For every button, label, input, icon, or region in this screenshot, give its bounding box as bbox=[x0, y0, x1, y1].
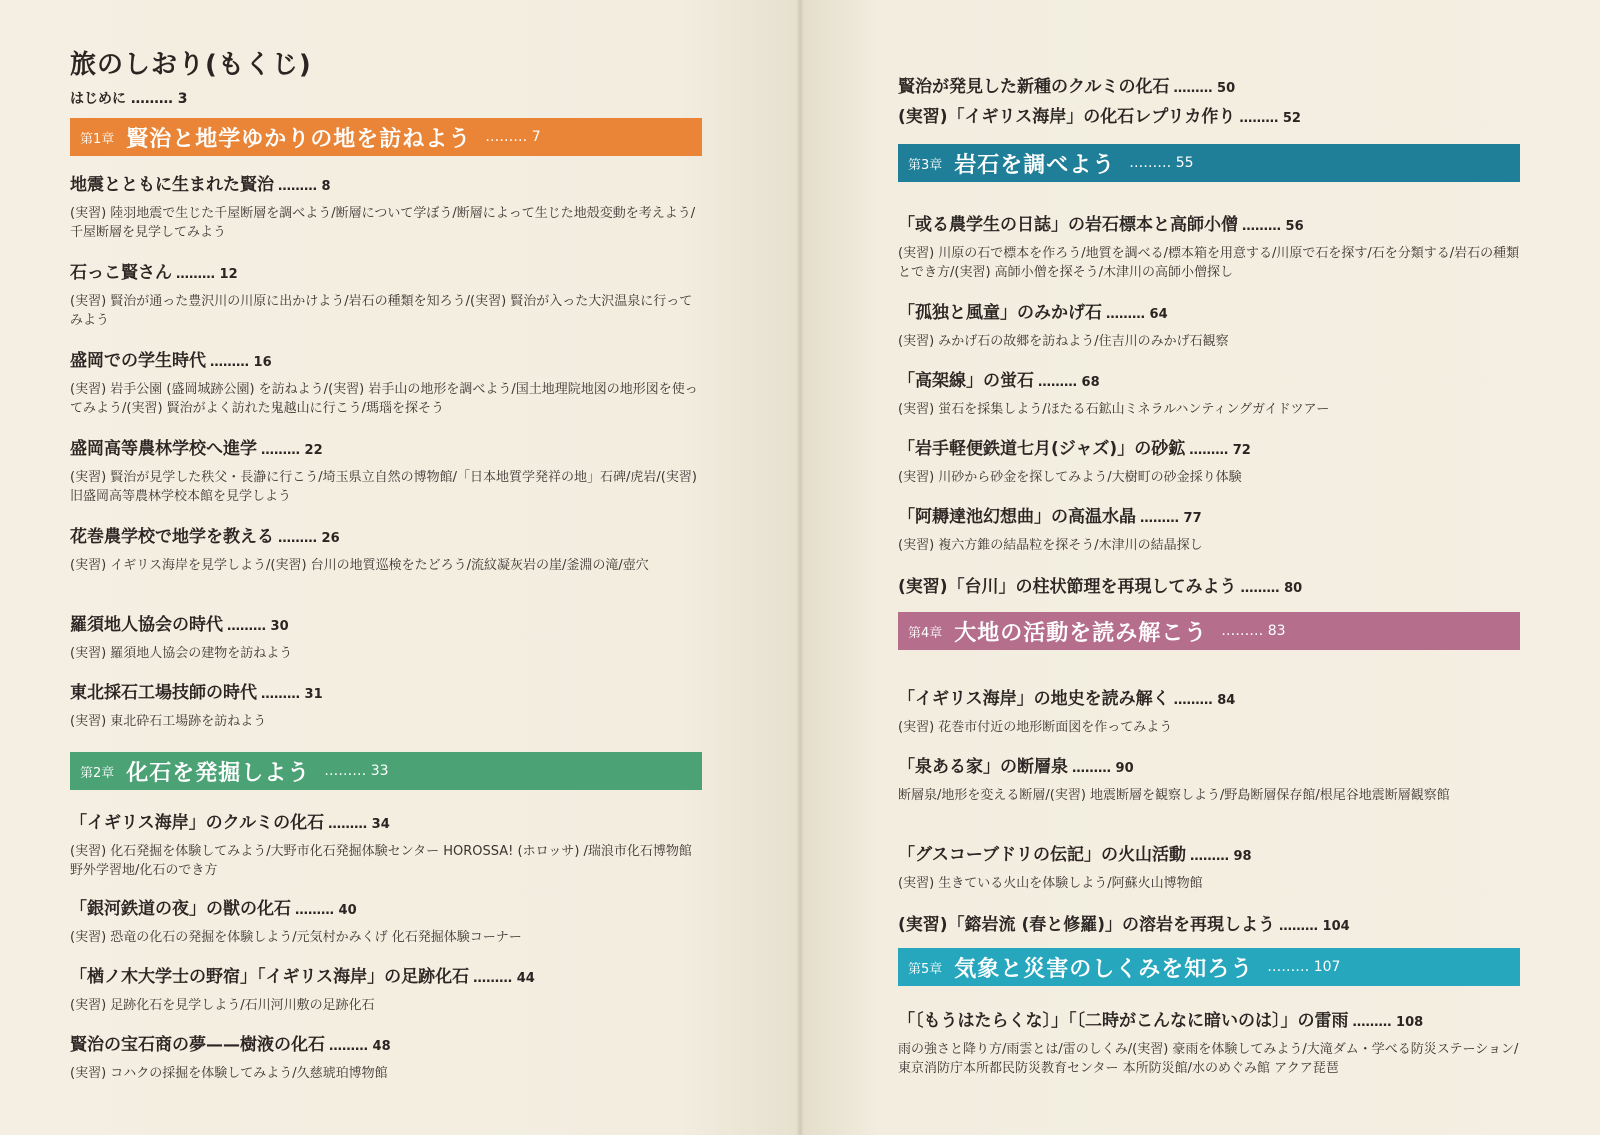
toc-title: 旅のしおり(もくじ) bbox=[70, 50, 312, 80]
chapter-title: 化石を発掘しよう bbox=[126, 760, 311, 786]
entry-title: 花巻農学校で地学を教える bbox=[70, 527, 274, 547]
entry-title: 「イギリス海岸」の地史を読み解く bbox=[898, 689, 1170, 709]
entry-page: ……… 80 bbox=[1240, 581, 1303, 596]
entry-subtopics: (実習) 川砂から砂金を探してみよう/大樹町の砂金採り体験 bbox=[898, 470, 1242, 485]
intro-entry[interactable] bbox=[70, 88, 188, 108]
entry-title: 「イギリス海岸」のクルミの化石 bbox=[70, 813, 325, 833]
entry-subtopics: (実習) みかげ石の故郷を訪ねよう/住吉川のみかげ石観察 bbox=[898, 334, 1229, 349]
entry-title: (実習)「台川」の柱状節理を再現してみよう bbox=[898, 577, 1237, 597]
entry-subtopics: 断層泉/地形を変える断層/(実習) 地震断層を観察しよう/野島断層保存館/根尾谷地震断層観察館 bbox=[898, 788, 1450, 803]
toc-entry[interactable] bbox=[70, 438, 700, 506]
entry-subtopics: (実習) 岩手公園 (盛岡城跡公園) を訪ねよう/(実習) 岩手山の地形を調べよう/国土地理院地図の地形図を使ってみよう/(実習) 賢治がよく訪れた鬼越山に行こう/瑪瑙を探そう bbox=[70, 382, 698, 416]
entry-subtopics: (実習) イギリス海岸を見学しよう/(実習) 台川の地質巡検をたどろう/流紋凝灰岩の崖/釜淵の滝/壺穴 bbox=[70, 558, 649, 573]
entry-subtopics: (実習) 化石発掘を体験してみよう/大野市化石発掘体験センター HOROSSA! (ホロッサ) /瑞浪市化石博物館野外学習地/化石のでき方 bbox=[70, 844, 692, 878]
entry-title: (実習)「イギリス海岸」の化石レプリカ作り bbox=[898, 107, 1236, 127]
entry-page: ……… 26 bbox=[278, 531, 340, 546]
chapter-title: 賢治と地学ゆかりの地を訪ねよう bbox=[126, 126, 472, 152]
entry-subtopics: (実習) 賢治が見学した秩父・長瀞に行こう/埼玉県立自然の博物館/「日本地質学発祥の地」石碑/虎岩/(実習) 旧盛岡高等農林学校本館を見学しよう bbox=[70, 470, 697, 504]
chapter-bar[interactable] bbox=[70, 118, 702, 156]
entry-subtopics: 雨の強さと降り方/雨雲とは/雷のしくみ/(実習) 豪雨を体験してみよう/大滝ダム・学べる防災ステーション/東京消防庁本所都民防災教育センター 本所防災館/水のめぐみ館 アクア琵琶 bbox=[898, 1042, 1519, 1076]
toc-entry[interactable] bbox=[70, 526, 700, 575]
entry-page: ……… 8 bbox=[278, 179, 331, 194]
entry-page: ……… 31 bbox=[261, 687, 323, 702]
entry-title: 「阿耨達池幻想曲」の高温水晶 bbox=[898, 507, 1136, 527]
chapter-number: 第5章 bbox=[908, 961, 943, 977]
entry-page: ……… 30 bbox=[227, 619, 289, 634]
entry-page: ……… 90 bbox=[1072, 761, 1134, 776]
toc-entry[interactable] bbox=[70, 174, 700, 242]
entry-subtopics: (実習) 羅須地人協会の建物を訪ねよう bbox=[70, 646, 293, 661]
entry-title: 盛岡高等農林学校へ進学 bbox=[70, 439, 257, 459]
toc-entry[interactable] bbox=[898, 302, 1528, 351]
toc-entry[interactable] bbox=[70, 966, 700, 1015]
chapter-number: 第3章 bbox=[908, 157, 943, 173]
entry-subtopics: (実習) コハクの採掘を体験してみよう/久慈琥珀博物館 bbox=[70, 1066, 388, 1081]
entry-title: 「或る農学生の日誌」の岩石標本と高師小僧 bbox=[898, 215, 1238, 235]
entry-title: 賢治の宝石商の夢——樹液の化石 bbox=[70, 1035, 325, 1055]
entry-title: (実習)「鎔岩流 (春と修羅)」の溶岩を再現しよう bbox=[898, 915, 1275, 935]
chapter-number: 第2章 bbox=[80, 765, 115, 781]
entry-page: ……… 22 bbox=[261, 443, 323, 458]
intro-title: はじめに bbox=[70, 91, 126, 107]
entry-subtopics: (実習) 恐竜の化石の発掘を体験しよう/元気村かみくげ 化石発掘体験コーナー bbox=[70, 930, 522, 945]
entry-subtopics: (実習) 賢治が通った豊沢川の川原に出かけよう/岩石の種類を知ろう/(実習) 賢治が入った大沢温泉に行ってみよう bbox=[70, 294, 693, 328]
entry-subtopics: (実習) 蛍石を採集しよう/ほたる石鉱山ミネラルハンティングガイドツアー bbox=[898, 402, 1330, 417]
entry-page: ……… 64 bbox=[1106, 307, 1168, 322]
chapter-bar[interactable] bbox=[898, 144, 1520, 182]
chapter-page: ……… 83 bbox=[1221, 623, 1286, 639]
entry-page: ……… 108 bbox=[1352, 1015, 1424, 1030]
entry-page: ……… 104 bbox=[1279, 919, 1350, 934]
entry-subtopics: (実習) 複六方錐の結晶粒を探そう/木津川の結晶探し bbox=[898, 538, 1203, 553]
chapter-bar[interactable] bbox=[898, 612, 1520, 650]
chapter-title: 気象と災害のしくみを知ろう bbox=[954, 956, 1254, 982]
entry-title: 東北採石工場技師の時代 bbox=[70, 683, 257, 703]
entry-page: ……… 16 bbox=[210, 355, 272, 370]
toc-entry[interactable] bbox=[898, 438, 1528, 487]
entry-title: 石っこ賢さん bbox=[70, 263, 172, 283]
toc-entry[interactable] bbox=[70, 350, 700, 418]
entry-subtopics: (実習) 花巻市付近の地形断面図を作ってみよう bbox=[898, 720, 1173, 735]
toc-entry[interactable] bbox=[898, 1010, 1528, 1078]
intro-page: ……… 3 bbox=[130, 91, 188, 107]
chapter-page: ……… 7 bbox=[485, 129, 541, 145]
chapter-page: ……… 107 bbox=[1267, 959, 1341, 975]
page-gutter bbox=[796, 0, 804, 1135]
entry-title: 「〔もうはたらくな〕」「〔二時がこんなに暗いのは〕」の雷雨 bbox=[898, 1011, 1349, 1031]
chapter-number: 第4章 bbox=[908, 625, 943, 641]
entry-subtopics: (実習) 陸羽地震で生じた千屋断層を調べよう/断層について学ぼう/断層によって生じた地殻変動を考えよう/千屋断層を見学してみよう bbox=[70, 206, 696, 240]
entry-title: 賢治が発見した新種のクルミの化石 bbox=[898, 77, 1170, 97]
toc-entry[interactable] bbox=[70, 898, 700, 947]
entry-title: 「高架線」の蛍石 bbox=[898, 371, 1034, 391]
entry-title: 「岩手軽便鉄道七月(ジャズ)」の砂鉱 bbox=[898, 439, 1186, 459]
entry-page: ……… 52 bbox=[1239, 111, 1301, 126]
entry-page: ……… 98 bbox=[1189, 849, 1252, 864]
entry-page: ……… 72 bbox=[1189, 443, 1251, 458]
toc-entry[interactable] bbox=[70, 1034, 700, 1083]
entry-title: 地震とともに生まれた賢治 bbox=[70, 175, 274, 195]
entry-title: 羅須地人協会の時代 bbox=[70, 615, 223, 635]
toc-entry[interactable] bbox=[70, 812, 700, 880]
entry-title: 「グスコーブドリの伝記」の火山活動 bbox=[898, 845, 1186, 865]
entry-title: 「楢ノ木大学士の野宿」「イギリス海岸」の足跡化石 bbox=[70, 967, 470, 987]
entry-subtopics: (実習) 東北砕石工場跡を訪ねよう bbox=[70, 714, 267, 729]
toc-entry[interactable] bbox=[898, 756, 1528, 805]
entry-page: ……… 34 bbox=[328, 817, 390, 832]
entry-subtopics: (実習) 川原の石で標本を作ろう/地質を調べる/標本箱を用意する/川原で石を探す/石を分類する/岩石の種類とでき方/(実習) 高師小僧を探そう/木津川の高師小僧探し bbox=[898, 246, 1520, 280]
entry-page: ……… 44 bbox=[473, 971, 535, 986]
right-page bbox=[800, 0, 1600, 1135]
chapter-bar[interactable] bbox=[70, 752, 702, 790]
chapter-title: 岩石を調べよう bbox=[954, 152, 1116, 178]
chapter-title: 大地の活動を読み解こう bbox=[954, 620, 1208, 646]
toc-entry[interactable] bbox=[70, 614, 700, 663]
toc-entry[interactable] bbox=[898, 506, 1528, 555]
entry-page: ……… 77 bbox=[1140, 511, 1202, 526]
toc-entry[interactable] bbox=[898, 576, 1528, 600]
entry-title: 「銀河鉄道の夜」の獣の化石 bbox=[70, 899, 291, 919]
entry-subtopics: (実習) 足跡化石を見学しよう/石川河川敷の足跡化石 bbox=[70, 998, 375, 1013]
chapter-number: 第1章 bbox=[80, 131, 115, 147]
entry-page: ……… 68 bbox=[1038, 375, 1100, 390]
entry-page: ……… 48 bbox=[329, 1039, 391, 1054]
chapter-page: ……… 55 bbox=[1129, 155, 1194, 171]
toc-entry[interactable] bbox=[898, 214, 1528, 282]
chapter-page: ……… 33 bbox=[324, 763, 389, 779]
entry-page: ……… 84 bbox=[1173, 693, 1236, 708]
toc-entry[interactable] bbox=[898, 914, 1528, 938]
entry-title: 「孤独と風童」のみかげ石 bbox=[898, 303, 1102, 323]
entry-page: ……… 40 bbox=[295, 903, 357, 918]
toc-entry[interactable] bbox=[898, 76, 1528, 100]
toc-entry[interactable] bbox=[70, 682, 700, 731]
entry-page: ……… 56 bbox=[1242, 219, 1304, 234]
toc-entry[interactable] bbox=[898, 106, 1528, 130]
entry-page: ……… 12 bbox=[176, 267, 238, 282]
toc-entry[interactable] bbox=[898, 844, 1528, 893]
chapter-bar[interactable] bbox=[898, 948, 1520, 986]
toc-entry[interactable] bbox=[898, 688, 1528, 737]
entry-title: 盛岡での学生時代 bbox=[70, 351, 206, 371]
entry-title: 「泉ある家」の断層泉 bbox=[898, 757, 1068, 777]
toc-entry[interactable] bbox=[898, 370, 1528, 419]
entry-page: ……… 50 bbox=[1173, 81, 1236, 96]
toc-entry[interactable] bbox=[70, 262, 700, 330]
entry-subtopics: (実習) 生きている火山を体験しよう/阿蘇火山博物館 bbox=[898, 876, 1203, 891]
